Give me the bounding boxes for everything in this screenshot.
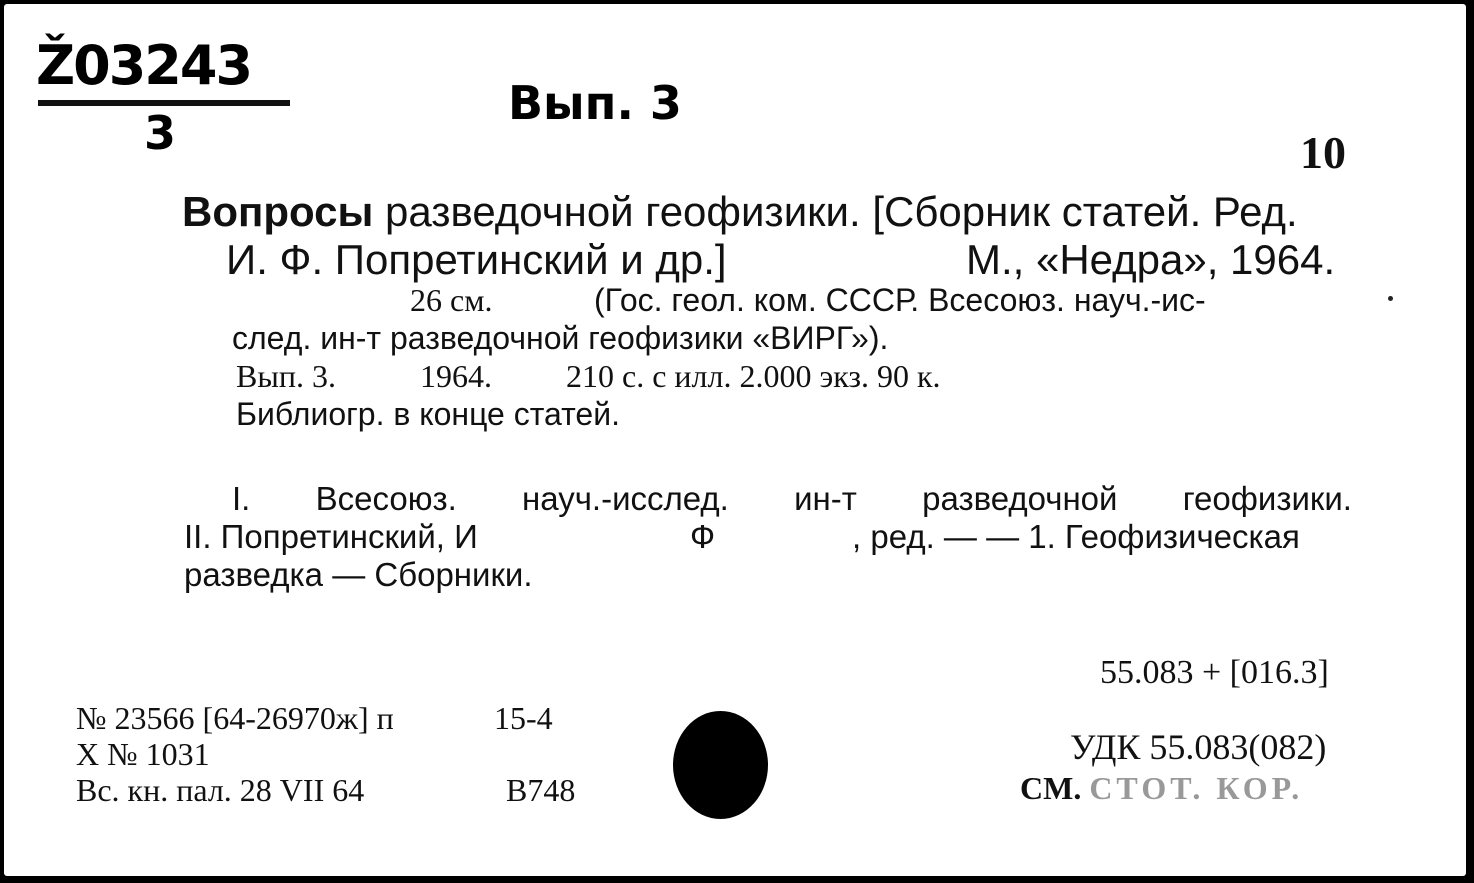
description-size: 26 см. (410, 282, 493, 318)
tracings-line-1 (232, 480, 1352, 518)
tracings-line-2c: , ред. — — 1. Геофизическая (852, 518, 1300, 555)
description-series: (Гос. геол. ком. СССР. Всесоюз. науч.-ис- (594, 282, 1206, 318)
description-bibliography: Библиогр. в конце статей. (236, 396, 620, 432)
tracing-word: I. (232, 480, 251, 517)
title-line-1 (182, 188, 1298, 236)
handwritten-call-number: Ž03243 (36, 34, 252, 97)
footer-record-number: № 23566 [64-26970ж] п (76, 700, 394, 736)
title-bold-word: Вопросы (182, 188, 374, 235)
tracing-word: разведочной (922, 480, 1118, 517)
tracing-word: науч.-исслед. (522, 480, 729, 517)
see-also-faded: СТОТ. КОР. (1089, 770, 1304, 806)
udc-code: УДК 55.083(082) (1070, 727, 1327, 767)
footer-x-number: Х № 1031 (76, 736, 210, 772)
see-also-label: СМ. (1020, 770, 1082, 806)
tracing-word: Всесоюз. (315, 480, 457, 517)
classification-code: 55.083 + [016.3] (1100, 654, 1329, 691)
description-year: 1964. (420, 358, 492, 394)
description-line-2: след. ин-т разведочной геофизики «ВИРГ»). (232, 320, 889, 356)
description-issue: Вып. 3. (236, 358, 336, 394)
footer-b-code: В748 (506, 772, 576, 808)
description-details: 210 с. с илл. 2.000 экз. 90 к. (566, 358, 941, 394)
handwritten-denominator: 3 (144, 106, 177, 160)
footer-chamber-date: Вс. кн. пал. 28 VII 64 (76, 772, 365, 808)
tracings-line-2b: Ф (690, 518, 716, 555)
see-also (1020, 770, 1303, 807)
title-rest: разведочной геофизики. [Сборник статей. Ред. (385, 188, 1298, 235)
title-publisher: М., «Недра», 1964. (966, 236, 1336, 283)
tracings-line-3: разведка — Сборники. (184, 556, 533, 593)
tracing-word: геофизики. (1182, 480, 1352, 517)
tracing-word: ин-т (794, 480, 857, 517)
speck (1388, 296, 1393, 301)
title-editor: И. Ф. Попретинский и др.] (226, 236, 727, 283)
card-number: 10 (1300, 127, 1346, 178)
handwritten-issue-note: Вып. 3 (508, 76, 682, 130)
footer-record-code: 15-4 (494, 700, 553, 736)
tracings-line-2a: II. Попретинский, И (184, 518, 478, 555)
punch-hole (673, 711, 768, 819)
